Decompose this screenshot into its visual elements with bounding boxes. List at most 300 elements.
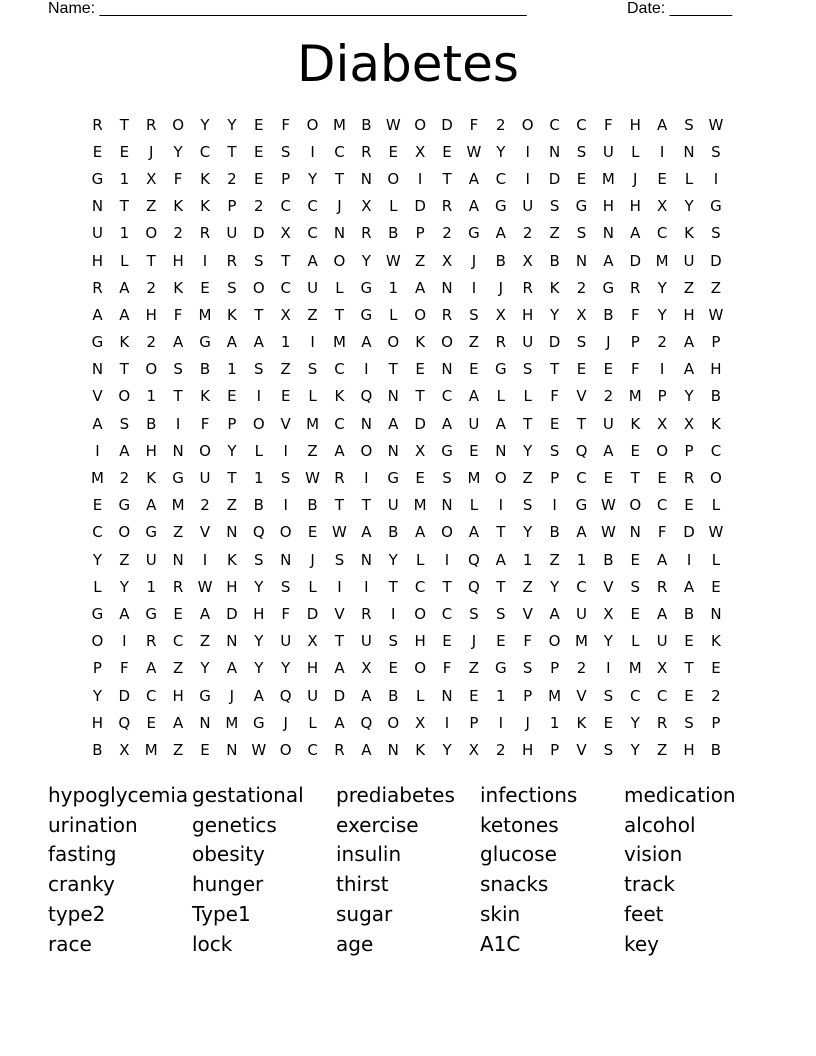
grid-cell[interactable]: 1 <box>119 169 130 188</box>
grid-cell[interactable]: A <box>388 414 399 433</box>
grid-cell[interactable]: R <box>92 278 103 297</box>
grid-cell[interactable]: K <box>226 305 237 324</box>
grid-cell[interactable]: N <box>280 550 292 569</box>
grid-cell[interactable]: M <box>467 469 481 488</box>
grid-cell[interactable]: T <box>442 577 452 596</box>
grid-cell[interactable]: C <box>334 142 345 161</box>
grid-cell[interactable]: R <box>92 115 103 134</box>
grid-cell[interactable]: N <box>91 360 104 379</box>
grid-cell[interactable]: I <box>283 496 288 515</box>
grid-cell[interactable]: Q <box>279 686 292 705</box>
grid-cell[interactable]: B <box>683 604 695 623</box>
grid-cell[interactable]: 1 <box>254 469 264 488</box>
grid-cell[interactable]: Y <box>119 577 129 596</box>
grid-cell[interactable]: K <box>711 632 721 651</box>
grid-cell[interactable]: I <box>310 142 315 161</box>
grid-cell[interactable]: S <box>522 659 533 678</box>
grid-cell[interactable]: N <box>548 142 561 161</box>
grid-cell[interactable]: T <box>119 115 129 134</box>
grid-cell[interactable]: D <box>226 604 238 623</box>
grid-cell[interactable]: C <box>710 441 722 460</box>
grid-cell[interactable]: G <box>468 224 480 243</box>
grid-cell[interactable]: E <box>549 414 560 433</box>
grid-cell[interactable]: N <box>360 169 372 188</box>
grid-cell[interactable]: H <box>683 305 695 324</box>
grid-cell[interactable]: Q <box>118 713 131 732</box>
grid-cell[interactable]: C <box>576 469 587 488</box>
grid-cell[interactable]: S <box>603 686 614 705</box>
grid-cell[interactable]: I <box>202 550 208 569</box>
grid-cell[interactable]: W <box>600 496 616 515</box>
grid-cell[interactable]: O <box>441 333 453 352</box>
grid-cell[interactable]: L <box>254 441 263 460</box>
grid-cell[interactable]: C <box>199 142 211 161</box>
grid-cell[interactable]: K <box>200 169 210 188</box>
grid-cell[interactable]: E <box>711 659 721 678</box>
grid-cell[interactable]: Z <box>549 224 560 243</box>
grid-cell[interactable]: A <box>361 523 372 542</box>
grid-cell[interactable]: Y <box>173 142 183 161</box>
grid-cell[interactable]: 1 <box>227 360 237 379</box>
grid-cell[interactable]: I <box>310 333 315 352</box>
grid-cell[interactable]: A <box>253 333 264 352</box>
grid-cell[interactable]: M <box>144 740 158 759</box>
grid-cell[interactable]: T <box>523 414 533 433</box>
grid-cell[interactable]: R <box>146 115 157 134</box>
grid-cell[interactable]: X <box>683 414 695 433</box>
grid-cell[interactable]: P <box>550 469 560 488</box>
grid-cell[interactable]: U <box>280 632 292 651</box>
grid-cell[interactable]: L <box>469 496 479 515</box>
grid-cell[interactable]: 1 <box>496 686 506 705</box>
grid-cell[interactable]: I <box>713 169 719 188</box>
grid-cell[interactable]: R <box>441 197 453 216</box>
grid-cell[interactable]: O <box>387 169 400 188</box>
grid-cell[interactable]: Z <box>549 550 560 569</box>
grid-cell[interactable]: F <box>630 305 640 324</box>
grid-cell[interactable]: C <box>334 414 345 433</box>
grid-cell[interactable]: Q <box>360 713 373 732</box>
grid-cell[interactable]: N <box>629 523 641 542</box>
grid-cell[interactable]: L <box>415 550 425 569</box>
grid-cell[interactable]: N <box>360 414 372 433</box>
grid-cell[interactable]: O <box>548 632 561 651</box>
grid-cell[interactable]: N <box>495 441 507 460</box>
grid-cell[interactable]: U <box>360 632 372 651</box>
grid-cell[interactable]: S <box>442 469 452 488</box>
grid-cell[interactable]: T <box>334 305 345 324</box>
grid-cell[interactable]: B <box>146 414 157 433</box>
grid-cell[interactable]: S <box>576 142 587 161</box>
grid-cell[interactable]: J <box>633 169 638 188</box>
grid-cell[interactable]: S <box>334 550 345 569</box>
grid-cell[interactable]: J <box>606 333 611 352</box>
grid-cell[interactable]: K <box>711 414 721 433</box>
grid-cell[interactable]: G <box>360 305 373 324</box>
grid-cell[interactable]: K <box>576 713 587 732</box>
grid-cell[interactable]: F <box>442 659 452 678</box>
grid-cell[interactable]: H <box>226 577 238 596</box>
grid-cell[interactable]: L <box>335 278 344 297</box>
name-field[interactable]: Name: ________________________________________________ <box>48 0 527 17</box>
grid-cell[interactable]: K <box>684 224 694 243</box>
grid-cell[interactable]: G <box>118 496 131 515</box>
grid-cell[interactable]: Y <box>550 577 560 596</box>
grid-cell[interactable]: J <box>525 713 530 732</box>
grid-cell[interactable]: D <box>333 686 346 705</box>
grid-cell[interactable]: O <box>656 441 669 460</box>
grid-cell[interactable]: D <box>441 115 453 134</box>
grid-cell[interactable]: O <box>710 469 722 488</box>
grid-cell[interactable]: Z <box>710 278 722 297</box>
grid-cell[interactable]: I <box>337 577 342 596</box>
grid-cell[interactable]: A <box>657 604 668 623</box>
grid-cell[interactable]: A <box>226 333 238 352</box>
grid-cell[interactable]: R <box>361 604 372 623</box>
grid-cell[interactable]: A <box>468 197 480 216</box>
grid-cell[interactable]: Y <box>603 632 613 651</box>
grid-cell[interactable]: Y <box>657 305 667 324</box>
grid-cell[interactable]: S <box>711 142 721 161</box>
grid-cell[interactable]: V <box>280 414 291 433</box>
grid-cell[interactable]: O <box>387 333 400 352</box>
grid-cell[interactable]: S <box>496 604 506 623</box>
grid-cell[interactable]: U <box>522 333 534 352</box>
grid-cell[interactable]: 2 <box>173 224 183 243</box>
grid-cell[interactable]: I <box>391 604 396 623</box>
grid-cell[interactable]: E <box>254 169 264 188</box>
grid-cell[interactable]: F <box>173 169 183 188</box>
grid-cell[interactable]: S <box>603 740 614 759</box>
grid-cell[interactable]: W <box>385 115 401 134</box>
grid-cell[interactable]: B <box>603 305 614 324</box>
grid-cell[interactable]: O <box>414 115 427 134</box>
grid-cell[interactable]: P <box>92 659 102 678</box>
grid-cell[interactable]: Y <box>227 115 237 134</box>
grid-cell[interactable]: Y <box>630 713 640 732</box>
grid-cell[interactable]: O <box>306 115 319 134</box>
grid-cell[interactable]: X <box>146 169 157 188</box>
grid-cell[interactable]: L <box>496 387 505 406</box>
grid-cell[interactable]: A <box>334 659 345 678</box>
grid-cell[interactable]: E <box>173 604 183 623</box>
grid-cell[interactable]: S <box>119 414 130 433</box>
grid-cell[interactable]: L <box>389 197 398 216</box>
grid-cell[interactable]: T <box>227 469 237 488</box>
grid-cell[interactable]: I <box>659 360 665 379</box>
grid-cell[interactable]: A <box>683 577 695 596</box>
grid-cell[interactable]: S <box>576 224 587 243</box>
grid-cell[interactable]: N <box>441 686 453 705</box>
grid-cell[interactable]: I <box>364 577 369 596</box>
grid-cell[interactable]: R <box>683 469 695 488</box>
grid-cell[interactable]: K <box>334 387 345 406</box>
grid-cell[interactable]: U <box>307 278 319 297</box>
grid-cell[interactable]: 2 <box>576 659 587 678</box>
grid-cell[interactable]: N <box>683 142 695 161</box>
grid-cell[interactable]: T <box>281 251 291 270</box>
grid-cell[interactable]: X <box>414 142 426 161</box>
grid-cell[interactable]: N <box>441 360 453 379</box>
grid-cell[interactable]: C <box>414 577 426 596</box>
grid-cell[interactable]: E <box>254 115 264 134</box>
grid-cell[interactable]: T <box>334 496 345 515</box>
grid-cell[interactable]: A <box>361 740 372 759</box>
grid-cell[interactable]: E <box>442 142 452 161</box>
grid-cell[interactable]: C <box>441 387 453 406</box>
grid-cell[interactable]: C <box>441 604 453 623</box>
grid-cell[interactable]: A <box>468 523 480 542</box>
grid-cell[interactable]: O <box>145 224 158 243</box>
grid-cell[interactable]: A <box>361 333 372 352</box>
grid-cell[interactable]: 2 <box>576 278 587 297</box>
grid-cell[interactable]: A <box>657 550 668 569</box>
grid-cell[interactable]: Y <box>684 197 694 216</box>
grid-cell[interactable]: R <box>226 251 238 270</box>
grid-cell[interactable]: K <box>173 278 184 297</box>
grid-cell[interactable]: X <box>414 441 426 460</box>
grid-cell[interactable]: J <box>310 550 315 569</box>
grid-cell[interactable]: E <box>469 686 479 705</box>
grid-cell[interactable]: H <box>629 115 641 134</box>
grid-cell[interactable]: I <box>283 441 288 460</box>
grid-cell[interactable]: X <box>441 251 453 270</box>
grid-cell[interactable]: M <box>548 686 562 705</box>
grid-cell[interactable]: I <box>256 387 261 406</box>
grid-cell[interactable]: Y <box>227 441 237 460</box>
grid-cell[interactable]: K <box>549 278 560 297</box>
grid-cell[interactable]: U <box>602 414 614 433</box>
grid-cell[interactable]: C <box>656 686 668 705</box>
grid-cell[interactable]: H <box>522 305 534 324</box>
grid-cell[interactable]: N <box>226 740 238 759</box>
grid-cell[interactable]: P <box>657 387 667 406</box>
grid-cell[interactable]: W <box>332 523 347 542</box>
grid-cell[interactable]: Y <box>254 577 264 596</box>
grid-cell[interactable]: K <box>200 387 210 406</box>
grid-cell[interactable]: A <box>415 278 426 297</box>
grid-cell[interactable]: R <box>630 278 641 297</box>
grid-cell[interactable]: B <box>388 686 399 705</box>
grid-cell[interactable]: T <box>173 387 183 406</box>
grid-cell[interactable]: A <box>603 441 614 460</box>
grid-cell[interactable]: K <box>226 550 237 569</box>
grid-cell[interactable]: E <box>92 496 103 515</box>
grid-cell[interactable]: 2 <box>227 169 237 188</box>
grid-cell[interactable]: L <box>308 387 317 406</box>
grid-cell[interactable]: Z <box>172 659 184 678</box>
grid-cell[interactable]: O <box>252 414 265 433</box>
grid-cell[interactable]: E <box>603 469 614 488</box>
grid-cell[interactable]: I <box>525 142 530 161</box>
grid-cell[interactable]: O <box>252 278 265 297</box>
grid-cell[interactable]: H <box>172 251 184 270</box>
grid-cell[interactable]: M <box>628 659 642 678</box>
grid-cell[interactable]: E <box>280 387 291 406</box>
grid-cell[interactable]: B <box>388 523 399 542</box>
grid-cell[interactable]: P <box>523 686 533 705</box>
grid-cell[interactable]: Z <box>683 278 695 297</box>
grid-cell[interactable]: B <box>361 115 372 134</box>
grid-cell[interactable]: Q <box>468 550 480 569</box>
grid-cell[interactable]: O <box>118 387 131 406</box>
grid-cell[interactable]: P <box>227 414 237 433</box>
grid-cell[interactable]: F <box>281 115 290 134</box>
grid-cell[interactable]: Q <box>468 577 480 596</box>
grid-cell[interactable]: H <box>629 197 641 216</box>
grid-cell[interactable]: X <box>280 224 291 243</box>
grid-cell[interactable]: D <box>414 414 426 433</box>
grid-cell[interactable]: Z <box>468 659 480 678</box>
grid-cell[interactable]: M <box>628 387 642 406</box>
grid-cell[interactable]: A <box>334 441 345 460</box>
grid-cell[interactable]: J <box>229 686 235 705</box>
grid-cell[interactable]: O <box>91 632 104 651</box>
grid-cell[interactable]: X <box>576 305 587 324</box>
grid-cell[interactable]: G <box>494 659 507 678</box>
grid-cell[interactable]: R <box>361 142 372 161</box>
grid-cell[interactable]: Q <box>252 523 265 542</box>
grid-cell[interactable]: P <box>281 169 291 188</box>
grid-cell[interactable]: L <box>523 387 532 406</box>
grid-cell[interactable]: I <box>525 169 530 188</box>
grid-cell[interactable]: Q <box>575 441 588 460</box>
grid-cell[interactable]: E <box>711 577 721 596</box>
grid-cell[interactable]: A <box>119 305 130 324</box>
grid-cell[interactable]: H <box>710 360 722 379</box>
grid-cell[interactable]: E <box>119 142 130 161</box>
grid-cell[interactable]: C <box>630 686 641 705</box>
grid-cell[interactable]: U <box>91 224 103 243</box>
grid-cell[interactable]: V <box>576 686 587 705</box>
grid-cell[interactable]: A <box>334 713 345 732</box>
grid-cell[interactable]: G <box>710 197 722 216</box>
grid-cell[interactable]: R <box>495 333 507 352</box>
grid-cell[interactable]: E <box>415 469 425 488</box>
grid-cell[interactable]: Z <box>307 305 318 324</box>
grid-cell[interactable]: 2 <box>711 686 721 705</box>
grid-cell[interactable]: G <box>172 469 184 488</box>
grid-cell[interactable]: K <box>200 197 210 216</box>
grid-cell[interactable]: W <box>197 577 213 596</box>
grid-cell[interactable]: A <box>172 333 184 352</box>
grid-cell[interactable]: E <box>415 360 425 379</box>
grid-cell[interactable]: Y <box>254 632 264 651</box>
grid-cell[interactable]: S <box>388 632 398 651</box>
grid-cell[interactable]: C <box>280 278 291 297</box>
grid-cell[interactable]: E <box>496 632 506 651</box>
grid-cell[interactable]: V <box>92 387 103 406</box>
grid-cell[interactable]: H <box>522 740 534 759</box>
grid-cell[interactable]: W <box>385 251 401 270</box>
grid-cell[interactable]: I <box>606 659 611 678</box>
grid-cell[interactable]: O <box>387 713 400 732</box>
grid-cell[interactable]: P <box>227 197 237 216</box>
grid-cell[interactable]: 1 <box>280 333 291 352</box>
grid-cell[interactable]: H <box>683 740 695 759</box>
grid-cell[interactable]: F <box>281 604 290 623</box>
grid-cell[interactable]: G <box>199 333 211 352</box>
grid-cell[interactable]: I <box>498 496 504 515</box>
grid-cell[interactable]: L <box>308 713 317 732</box>
grid-cell[interactable]: M <box>655 251 669 270</box>
grid-cell[interactable]: P <box>469 713 479 732</box>
grid-cell[interactable]: C <box>307 197 318 216</box>
grid-cell[interactable]: B <box>549 251 560 270</box>
grid-cell[interactable]: R <box>146 632 157 651</box>
grid-cell[interactable]: E <box>388 659 398 678</box>
grid-cell[interactable]: 2 <box>146 333 156 352</box>
grid-cell[interactable]: T <box>388 577 398 596</box>
grid-cell[interactable]: O <box>118 523 131 542</box>
grid-cell[interactable]: T <box>630 469 640 488</box>
grid-cell[interactable]: E <box>200 740 210 759</box>
grid-cell[interactable]: X <box>307 632 318 651</box>
grid-cell[interactable]: I <box>686 550 692 569</box>
grid-cell[interactable]: S <box>711 224 721 243</box>
grid-cell[interactable]: O <box>279 523 292 542</box>
grid-cell[interactable]: F <box>173 305 183 324</box>
grid-cell[interactable]: L <box>711 550 721 569</box>
grid-cell[interactable]: A <box>549 604 560 623</box>
grid-cell[interactable]: O <box>521 115 534 134</box>
grid-cell[interactable]: F <box>550 387 559 406</box>
grid-cell[interactable]: U <box>468 414 480 433</box>
grid-cell[interactable]: E <box>388 142 398 161</box>
grid-cell[interactable]: D <box>253 224 265 243</box>
grid-cell[interactable]: N <box>602 224 614 243</box>
grid-cell[interactable]: A <box>172 713 184 732</box>
grid-cell[interactable]: S <box>254 360 264 379</box>
grid-cell[interactable]: V <box>576 387 587 406</box>
grid-cell[interactable]: 1 <box>146 577 156 596</box>
grid-cell[interactable]: Y <box>496 142 506 161</box>
grid-cell[interactable]: U <box>307 686 319 705</box>
grid-cell[interactable]: G <box>575 197 588 216</box>
grid-cell[interactable]: E <box>684 686 694 705</box>
grid-cell[interactable]: G <box>602 278 615 297</box>
grid-cell[interactable]: R <box>361 224 372 243</box>
grid-cell[interactable]: W <box>305 469 320 488</box>
grid-cell[interactable]: Z <box>307 441 318 460</box>
grid-cell[interactable]: G <box>575 496 588 515</box>
grid-cell[interactable]: E <box>200 278 210 297</box>
grid-cell[interactable]: Y <box>200 659 210 678</box>
grid-cell[interactable]: 2 <box>119 469 130 488</box>
grid-cell[interactable]: A <box>307 251 318 270</box>
grid-cell[interactable]: F <box>469 115 479 134</box>
grid-cell[interactable]: C <box>307 740 318 759</box>
grid-cell[interactable]: Q <box>360 387 373 406</box>
grid-cell[interactable]: I <box>95 441 100 460</box>
grid-cell[interactable]: R <box>172 577 184 596</box>
grid-cell[interactable]: F <box>657 523 667 542</box>
grid-cell[interactable]: E <box>469 441 479 460</box>
grid-cell[interactable]: E <box>576 360 587 379</box>
grid-cell[interactable]: T <box>442 169 452 188</box>
grid-cell[interactable]: Z <box>119 550 130 569</box>
grid-cell[interactable]: O <box>145 360 158 379</box>
grid-cell[interactable]: R <box>334 469 345 488</box>
grid-cell[interactable]: N <box>226 523 238 542</box>
grid-cell[interactable]: E <box>442 632 452 651</box>
grid-cell[interactable]: L <box>93 577 102 596</box>
grid-cell[interactable]: B <box>549 523 560 542</box>
grid-cell[interactable]: E <box>469 360 479 379</box>
grid-cell[interactable]: X <box>361 197 372 216</box>
grid-cell[interactable]: R <box>199 224 211 243</box>
grid-cell[interactable]: L <box>631 142 640 161</box>
